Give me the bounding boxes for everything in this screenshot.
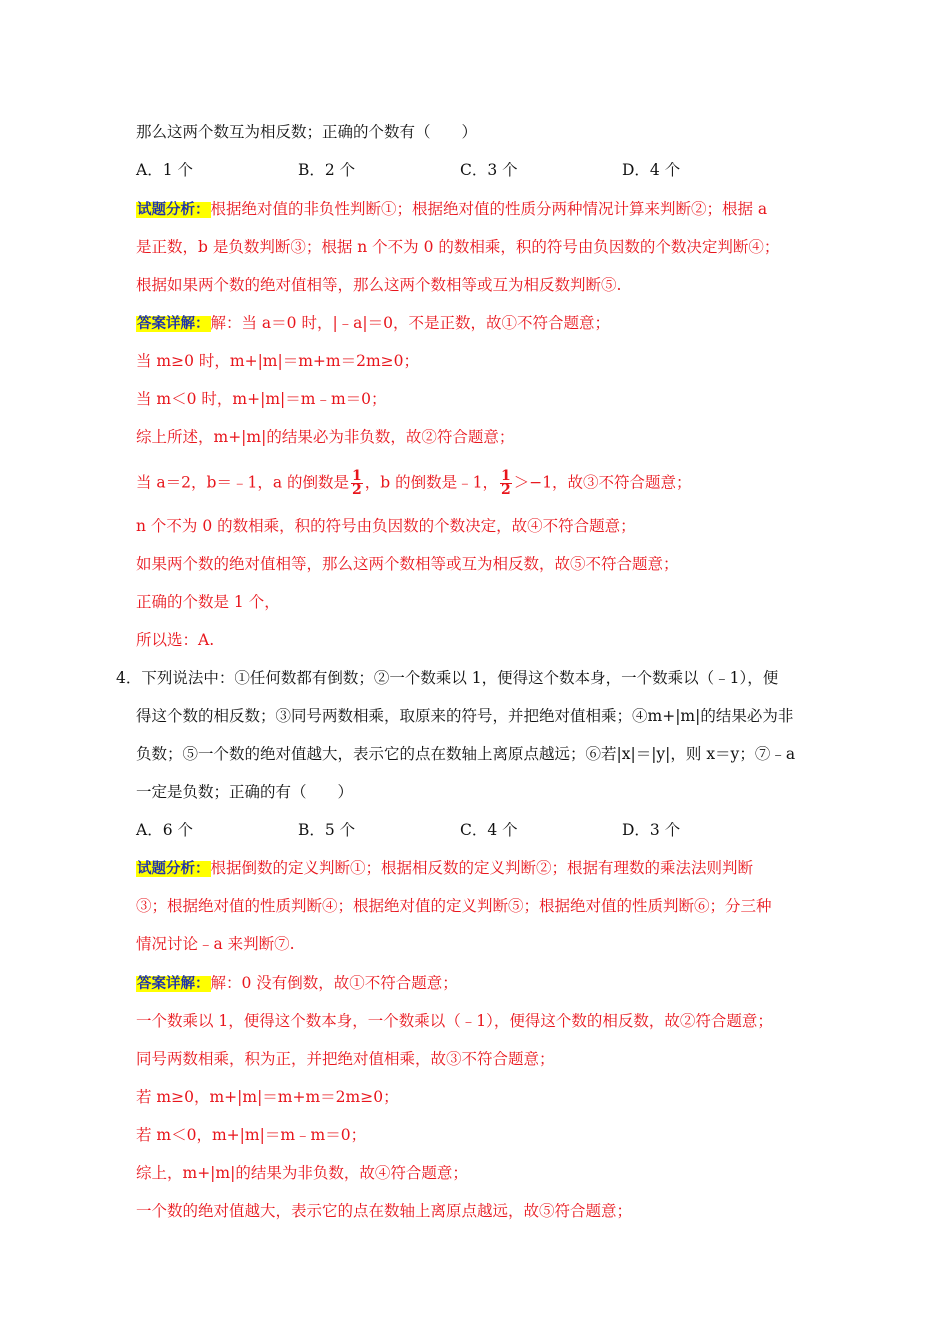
q3-answer-line-5: 当 a＝2，b＝﹣1，a 的倒数是 $\frac{1}{2}$ ，b 的倒数是﹣1， $\frac{1}{2}$ ＞−1，故③不符合题意； [136, 468, 692, 498]
q4-option-a: A．6 个 [136, 821, 193, 839]
q4-stem-line-4: 一定是负数；正确的有（ ） [136, 783, 354, 801]
q3-answer-line-9: 所以选：A. [136, 631, 215, 649]
fraction-one-half: $\frac{1}{2}$ [351, 468, 362, 498]
q4-answer-line-1: 答案详解：解：0 没有倒数，故①不符合题意； [137, 974, 458, 992]
q4-analysis-label: 试题分析： [137, 861, 210, 877]
q4-answer-line-4: 若 m≥0，m+|m|＝m+m＝2m≥0； [136, 1088, 399, 1106]
q4-number: 4． [116, 669, 142, 687]
fraction-one-half: $\frac{1}{2}$ [500, 468, 511, 498]
q4-answer-label: 答案详解： [137, 976, 210, 992]
q3-answer-line-2: 当 m≥0 时，m+|m|＝m+m＝2m≥0； [136, 352, 420, 370]
q4-stem-line-3: 负数；⑤一个数的绝对值越大，表示它的点在数轴上离原点越远；⑥若|x|＝|y|，则 x＝y；⑦﹣a [136, 745, 796, 763]
q4-option-c: C．4 个 [460, 821, 518, 839]
q3-analysis-line-2: 是正数，b 是负数判断③；根据 n 个不为 0 的数相乘，积的符号由负因数的个数决定判断④； [136, 238, 780, 256]
q4-option-d: D．3 个 [622, 821, 681, 839]
q3-answer-line-6: n 个不为 0 的数相乘，积的符号由负因数的个数决定，故④不符合题意； [136, 517, 636, 535]
q4-option-b: B．5 个 [298, 821, 356, 839]
q3-option-a: A．1 个 [136, 161, 193, 179]
q3-analysis-line-3: 根据如果两个数的绝对值相等，那么这两个数相等或互为相反数判断⑤. [136, 276, 622, 294]
q4-analysis-line-1: 试题分析：根据倒数的定义判断①；根据相反数的定义判断②；根据有理数的乘法法则判断 [137, 859, 754, 877]
q4-stem-line-1: 4．下列说法中：①任何数都有倒数；②一个数乘以 1，便得这个数本身，一个数乘以（﹣1），便 [116, 669, 779, 687]
q3-option-d: D．4 个 [622, 161, 681, 179]
q3-option-c: C．3 个 [460, 161, 518, 179]
q4-options [136, 820, 841, 840]
q3-answer-label: 答案详解： [137, 316, 210, 332]
q3-answer-line-7: 如果两个数的绝对值相等，那么这两个数相等或互为相反数，故⑤不符合题意； [136, 555, 679, 573]
q4-analysis-line-2: ③；根据绝对值的性质判断④；根据绝对值的定义判断⑤；根据绝对值的性质判断⑥；分三种 [136, 897, 772, 915]
q4-answer-line-6: 综上，m+|m|的结果为非负数，故④符合题意； [136, 1164, 468, 1182]
q3-stem-end: 那么这两个数互为相反数；正确的个数有（ ） [136, 123, 478, 141]
q3-options [136, 160, 841, 180]
q4-analysis-line-3: 情况讨论﹣a 来判断⑦. [136, 935, 295, 953]
q4-answer-line-7: 一个数的绝对值越大，表示它的点在数轴上离原点越远，故⑤符合题意； [136, 1202, 633, 1220]
q4-answer-line-5: 若 m＜0，m+|m|＝m﹣m＝0； [136, 1126, 367, 1144]
q3-analysis-label: 试题分析： [137, 202, 210, 218]
q4-answer-line-2: 一个数乘以 1，便得这个数本身，一个数乘以（﹣1），便得这个数的相反数，故②符合题意； [136, 1012, 773, 1030]
q3-answer-line-1: 答案详解：解：当 a＝0 时，|﹣a|＝0，不是正数，故①不符合题意； [137, 314, 611, 332]
q4-answer-line-3: 同号两数相乘，积为正，并把绝对值相乘，故③不符合题意； [136, 1050, 555, 1068]
q4-stem-line-2: 得这个数的相反数；③同号两数相乘，取原来的符号，并把绝对值相乘；④m+|m|的结果必为非 [136, 707, 794, 725]
q3-answer-line-3: 当 m＜0 时，m+|m|＝m﹣m＝0； [136, 390, 387, 408]
q3-option-b: B．2 个 [298, 161, 356, 179]
q3-answer-line-8: 正确的个数是 1 个， [136, 593, 280, 611]
q3-analysis-line-1: 试题分析：根据绝对值的非负性判断①；根据绝对值的性质分两种情况计算来判断②；根据 a [137, 200, 768, 218]
q3-answer-line-4: 综上所述，m+|m|的结果必为非负数，故②符合题意； [136, 428, 515, 446]
